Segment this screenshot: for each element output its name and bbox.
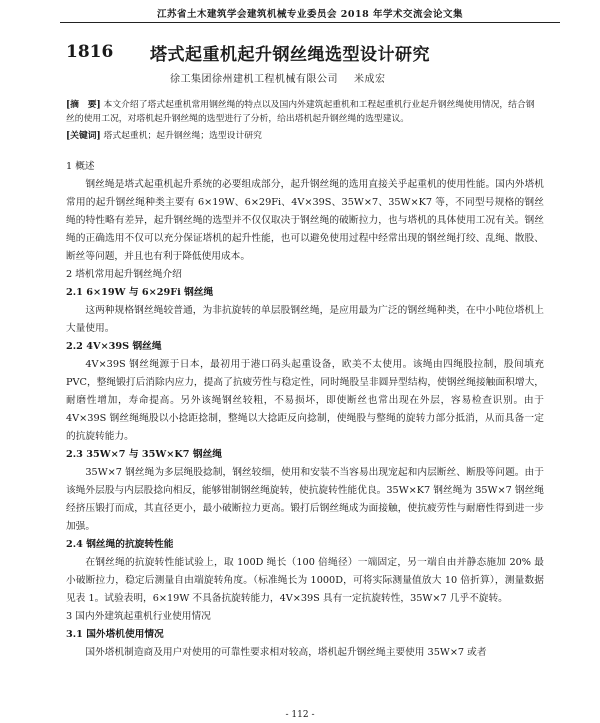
- body-text: [66, 158, 544, 662]
- section-heading: 1 概述: [66, 161, 95, 172]
- paragraph: 钢丝绳是塔式起重机起升系统的必要组成部分，起升钢丝绳的选用直接关乎起重机的使用性能。国内外塔机常用的起升钢丝绳种类主要有 6×19W、6×29Fi、4V×39S、35W×7、35W×K7 等，不同型号规格的钢丝绳的特性略有差异，起升钢丝绳的选型并不仅仅取决于钢丝绳的破断拉力，也与塔机的具体使用工况有关。钢丝绳的正确选用不仅可以充分保证塔机的起升性能，也可以避免使用过程中经常出现的钢丝绳打绞、乱绳、散股、断丝等问题，并且也有利于降低使用成本。: [66, 179, 544, 262]
- author-affiliation: 徐工集团徐州建机工程机械有限公司: [170, 74, 338, 85]
- paper-title: 塔式起重机起升钢丝绳选型设计研究: [150, 45, 430, 65]
- subsection-heading: 2.4 钢丝绳的抗旋转性能: [66, 539, 174, 550]
- subsection-heading: 2.1 6×19W 与 6×29Fi 钢丝绳: [66, 287, 214, 298]
- paragraph: 35W×7 钢丝绳为多层绳股捻制，钢丝较细，使用和安装不当容易出现宠起和内层断丝、断股等问题。由于该绳外层股与内层股捻向相反，能够钳制钢丝绳旋转，使抗旋转性能优良。35W×K7 钢丝绳为 35W×7 钢丝绳经挤压锻打而成，其直径更小，最小破断拉力更高。锻打后钢丝绳成为面接触，使抗疲劳性与耐磨性得到进一步加强。: [66, 467, 544, 532]
- header-rule: [60, 22, 560, 23]
- subsection-heading: 2.3 35W×7 与 35W×K7 钢丝绳: [66, 449, 222, 460]
- paragraph: 4V×39S 钢丝绳源于日本，最初用于港口码头起重设备，欧美不太使用。该绳由四绳股拉制，股间填充 PVC，整绳锻打后消除内应力，提高了抗疲劳性与稳定性，同时绳股呈非圆异型结构，使钢丝绳接触面积增大，耐磨性增加，寿命提高。另外该绳钢丝较粗，不易损坏，即使断丝也常出现在外层，容易检查识别。由于 4V×39S 钢丝绳绳股以小捻距捻制，整绳以大捻距反向捻制，使绳股与整绳的旋转力部分抵消，从而具备一定的抗旋转能力。: [66, 359, 544, 442]
- abstract: [66, 98, 536, 126]
- abstract-label: [摘 要]: [66, 100, 101, 110]
- paragraph: 在钢丝绳的抗旋转性能试验上，取 100D 绳长（100 倍绳径）一端固定，另一端自由并静态施加 20% 最小破断拉力，稳定后测量自由端旋转角度。（标准绳长为 1000D，可将实际测量值放大 10 倍折算），测量数据见表 1。试验表明，6×19W 不具备抗旋转能力，4V×39S 具有一定抗旋转性，35W×7 几乎不旋转。: [66, 557, 544, 604]
- paper-number: 1816: [66, 42, 114, 62]
- paragraph: 国外塔机制造商及用户对使用的可靠性要求相对较高，塔机起升钢丝绳主要使用 35W×7 或者: [85, 647, 487, 658]
- running-header: 江苏省土木建筑学会建筑机械专业委员会 2018 年学术交流会论文集: [156, 9, 464, 20]
- section-heading: 2 塔机常用起升钢丝绳介绍: [66, 269, 182, 280]
- keywords: [66, 129, 536, 143]
- page-number: - 112 -: [285, 710, 315, 720]
- subsection-heading: 3.1 国外塔机使用情况: [66, 629, 164, 640]
- author-line: [170, 70, 386, 85]
- abstract-text: 本文介绍了塔式起重机常用钢丝绳的特点以及国内外建筑起重机和工程起重机行业起升钢丝绳使用情况，结合钢丝的使用工况，对塔机起升钢丝绳的选型进行了分析，给出塔机起升钢丝绳的选型建议。: [66, 100, 535, 124]
- paragraph: 这两种规格钢丝绳较普通，为非抗旋转的单层股钢丝绳，是应用最为广泛的钢丝绳种类，在中小吨位塔机上大量使用。: [66, 305, 544, 334]
- keywords-label: [关键词]: [66, 131, 101, 141]
- subsection-heading: 2.2 4V×39S 钢丝绳: [66, 341, 162, 352]
- section-heading: 3 国内外建筑起重机行业使用情况: [66, 611, 211, 622]
- keywords-text: 塔式起重机；起升钢丝绳；选型设计研究: [103, 131, 262, 141]
- author-name: 米成宏: [354, 74, 386, 85]
